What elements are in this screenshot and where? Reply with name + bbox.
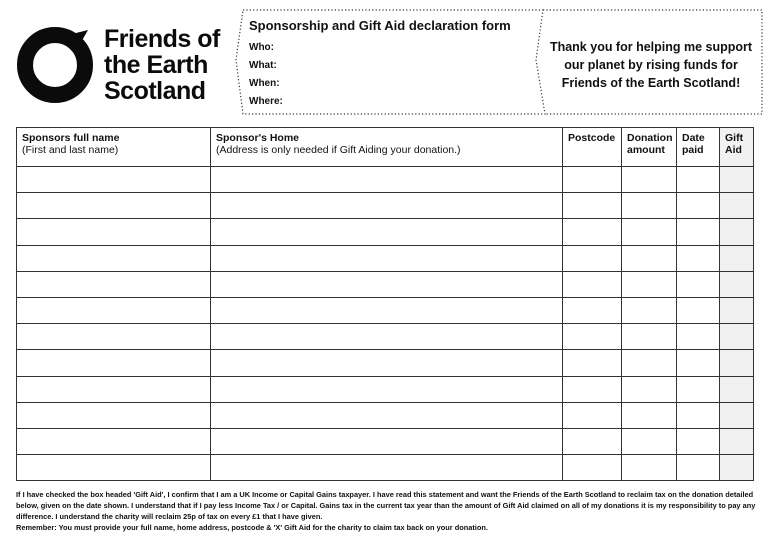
postcode-cell[interactable]	[563, 376, 622, 402]
donation-cell[interactable]	[622, 324, 677, 350]
date-cell[interactable]	[677, 193, 720, 219]
home-cell[interactable]	[211, 167, 563, 193]
column-header-date: Date paid	[677, 128, 720, 167]
table-row	[17, 455, 754, 481]
table-row	[17, 297, 754, 323]
home-cell[interactable]	[211, 297, 563, 323]
gift-aid-checkbox[interactable]	[720, 402, 754, 428]
name-cell[interactable]	[17, 402, 211, 428]
gift-aid-checkbox[interactable]	[720, 219, 754, 245]
home-cell[interactable]	[211, 271, 563, 297]
postcode-cell[interactable]	[563, 271, 622, 297]
date-cell[interactable]	[677, 324, 720, 350]
postcode-cell[interactable]	[563, 193, 622, 219]
gift-aid-checkbox[interactable]	[720, 350, 754, 376]
declaration-text: If I have checked the box headed 'Gift Aid', I confirm that I am a UK Income or Capital Gains taxpayer. I have read this statement and want the Friends of the Earth Scotland to reclaim tax on the donation detailed below, given on the date shown. I understand that if I pay less Income Tax / or Capital. Gains tax in the current tax year than the amount of Gift Aid claimed on all of my donations it is my responsibility to pay any difference. I understand the charity will reclaim 25p of tax on every £1 that I have given.	[16, 490, 756, 521]
table-header-row	[17, 128, 754, 167]
postcode-cell[interactable]	[563, 350, 622, 376]
date-cell[interactable]	[677, 271, 720, 297]
column-header-postcode: Postcode	[563, 128, 622, 167]
gift-aid-checkbox[interactable]	[720, 428, 754, 454]
postcode-cell[interactable]	[563, 245, 622, 271]
donation-cell[interactable]	[622, 428, 677, 454]
gift-aid-checkbox[interactable]	[720, 297, 754, 323]
postcode-cell[interactable]	[563, 428, 622, 454]
what-field[interactable]: What:	[249, 60, 277, 71]
postcode-cell[interactable]	[563, 324, 622, 350]
declaration-reminder: Remember: You must provide your full name, home address, postcode & 'X' Gift Aid for the charity to claim tax back on your donation.	[16, 523, 488, 532]
donation-cell[interactable]	[622, 297, 677, 323]
home-cell[interactable]	[211, 219, 563, 245]
home-cell[interactable]	[211, 350, 563, 376]
sponsor-table	[16, 127, 754, 481]
gift-aid-checkbox[interactable]	[720, 245, 754, 271]
name-cell[interactable]	[17, 324, 211, 350]
thank-you-message: Thank you for helping me support our planet by rising funds for Friends of the Earth Scotland!	[549, 40, 753, 90]
name-cell[interactable]	[17, 376, 211, 402]
column-header-donation: Donation amount	[622, 128, 677, 167]
gift-aid-checkbox[interactable]	[720, 455, 754, 481]
column-header-name: Sponsors full name (First and last name)	[17, 128, 211, 167]
form-title: Sponsorship and Gift Aid declaration form	[249, 18, 511, 33]
date-cell[interactable]	[677, 167, 720, 193]
table-row	[17, 324, 754, 350]
gift-aid-declaration	[16, 489, 756, 533]
table-row	[17, 245, 754, 271]
when-field[interactable]: When:	[249, 78, 280, 89]
date-cell[interactable]	[677, 428, 720, 454]
table-row	[17, 193, 754, 219]
logo-wordmark	[104, 26, 220, 104]
donation-cell[interactable]	[622, 219, 677, 245]
logo-line: the Earth	[104, 51, 208, 79]
name-cell[interactable]	[17, 297, 211, 323]
donation-cell[interactable]	[622, 402, 677, 428]
home-cell[interactable]	[211, 376, 563, 402]
gift-aid-checkbox[interactable]	[720, 324, 754, 350]
gift-aid-checkbox[interactable]	[720, 376, 754, 402]
date-cell[interactable]	[677, 297, 720, 323]
name-cell[interactable]	[17, 350, 211, 376]
donation-cell[interactable]	[622, 376, 677, 402]
postcode-cell[interactable]	[563, 167, 622, 193]
donation-cell[interactable]	[622, 167, 677, 193]
where-field[interactable]: Where:	[249, 96, 283, 107]
postcode-cell[interactable]	[563, 455, 622, 481]
home-cell[interactable]	[211, 245, 563, 271]
table-row	[17, 376, 754, 402]
home-cell[interactable]	[211, 324, 563, 350]
donation-cell[interactable]	[622, 193, 677, 219]
logo-line: Scotland	[104, 77, 206, 105]
donation-cell[interactable]	[622, 455, 677, 481]
name-cell[interactable]	[17, 245, 211, 271]
name-cell[interactable]	[17, 193, 211, 219]
home-cell[interactable]	[211, 193, 563, 219]
date-cell[interactable]	[677, 219, 720, 245]
date-cell[interactable]	[677, 245, 720, 271]
column-header-gift-aid: Gift Aid	[720, 128, 754, 167]
donation-cell[interactable]	[622, 350, 677, 376]
postcode-cell[interactable]	[563, 297, 622, 323]
table-row	[17, 271, 754, 297]
table-row	[17, 402, 754, 428]
column-header-home: Sponsor's Home (Address is only needed if Gift Aiding your donation.)	[211, 128, 563, 167]
date-cell[interactable]	[677, 376, 720, 402]
donation-cell[interactable]	[622, 271, 677, 297]
ring-logo-icon	[14, 24, 96, 106]
name-cell[interactable]	[17, 167, 211, 193]
table-row	[17, 428, 754, 454]
name-cell[interactable]	[17, 455, 211, 481]
date-cell[interactable]	[677, 350, 720, 376]
gift-aid-checkbox[interactable]	[720, 167, 754, 193]
gift-aid-checkbox[interactable]	[720, 271, 754, 297]
name-cell[interactable]	[17, 271, 211, 297]
home-cell[interactable]	[211, 402, 563, 428]
home-cell[interactable]	[211, 428, 563, 454]
name-cell[interactable]	[17, 219, 211, 245]
donation-cell[interactable]	[622, 245, 677, 271]
gift-aid-checkbox[interactable]	[720, 193, 754, 219]
date-cell[interactable]	[677, 455, 720, 481]
logo	[14, 20, 234, 110]
table-row	[17, 219, 754, 245]
table-row	[17, 167, 754, 193]
sponsor-table-body	[17, 167, 754, 481]
table-row	[17, 350, 754, 376]
postcode-cell[interactable]	[563, 402, 622, 428]
logo-line: Friends of	[104, 25, 220, 53]
name-cell[interactable]	[17, 428, 211, 454]
home-cell[interactable]	[211, 455, 563, 481]
who-field[interactable]: Who:	[249, 42, 274, 53]
postcode-cell[interactable]	[563, 219, 622, 245]
date-cell[interactable]	[677, 402, 720, 428]
